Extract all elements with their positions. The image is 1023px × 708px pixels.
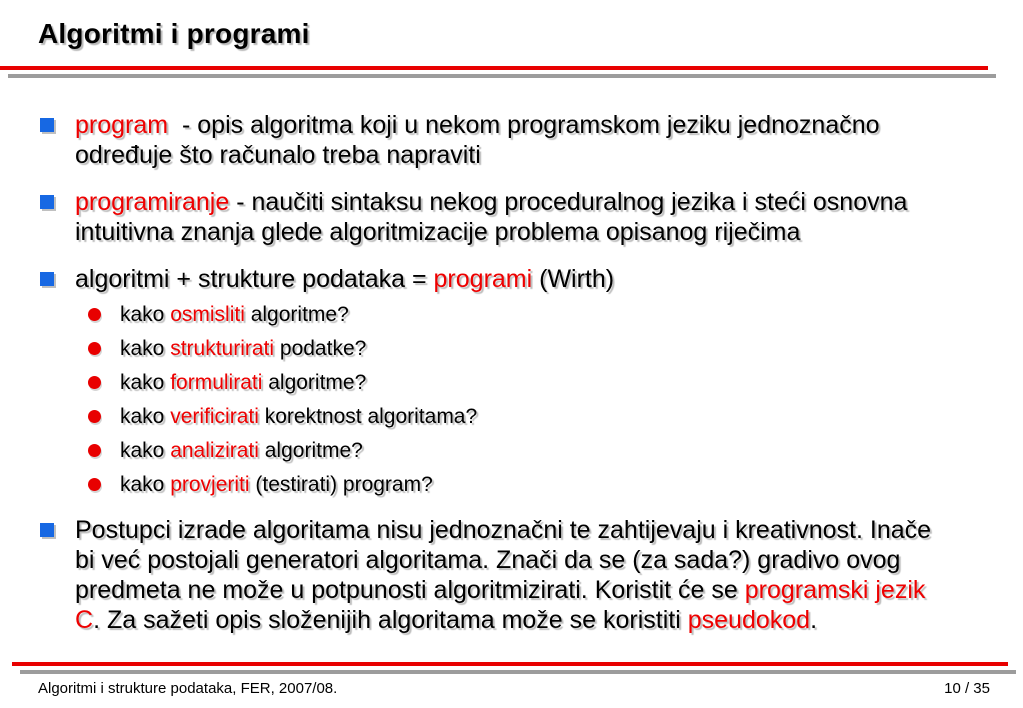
sub-bullet-item	[88, 336, 990, 362]
footer-text: Algoritmi i strukture podataka, FER, 2007/08.	[38, 680, 338, 697]
bullet-item	[40, 515, 990, 635]
square-bullet-icon	[40, 195, 54, 209]
bullet-text: kako provjeriti (testirati) program?	[120, 473, 433, 496]
circle-bullet-icon	[88, 376, 101, 389]
bullet-text: kako analizirati algoritme?	[120, 439, 363, 462]
circle-bullet-icon	[88, 308, 101, 321]
square-bullet-icon	[40, 272, 54, 286]
footer-rule-shadow	[20, 670, 1016, 674]
sub-bullet-item	[88, 438, 990, 464]
bullet-list	[40, 110, 990, 635]
title-rule-red	[0, 66, 988, 70]
bullet-text: algoritmi + strukture podataka = programi (Wirth)	[75, 265, 615, 293]
title-rule-shadow	[8, 74, 996, 78]
circle-bullet-icon	[88, 342, 101, 355]
page-number: 10 / 35	[944, 680, 990, 697]
sub-bullet-item	[88, 370, 990, 396]
sub-bullet-item	[88, 472, 990, 498]
bullet-text: Postupci izrade algoritama nisu jednoznačni te zahtijevaju i kreativnost. Inače bi već postojali generatori algoritama. Znači da se (za sada?) gradivo ovog predmeta ne može u potpunosti algoritmizirati. Koristit će se programski jezik C. Za sažeti opis složenijih algoritama može se koristiti pseudokod.	[75, 516, 932, 634]
bullet-item	[40, 264, 990, 294]
bullet-text: kako strukturirati podatke?	[120, 337, 367, 360]
sub-bullet-item	[88, 302, 990, 328]
bullet-item	[40, 110, 990, 170]
footer-rule-red	[12, 662, 1008, 666]
slide-title: Algoritmi i programi	[38, 18, 310, 49]
bullet-item	[40, 187, 990, 247]
bullet-text: kako verificirati korektnost algoritama?	[120, 405, 478, 428]
square-bullet-icon	[40, 118, 54, 132]
circle-bullet-icon	[88, 444, 101, 457]
bullet-text: program - opis algoritma koji u nekom programskom jeziku jednoznačno određuje što računalo treba napraviti	[75, 111, 880, 169]
square-bullet-icon	[40, 523, 54, 537]
bullet-text: kako osmisliti algoritme?	[120, 303, 349, 326]
bullet-text: programiranje - naučiti sintaksu nekog proceduralnog jezika i steći osnovna intuitivna znanja glede algoritmizacije problema opisanog riječima	[75, 188, 908, 246]
circle-bullet-icon	[88, 410, 101, 423]
bullet-text: kako formulirati algoritme?	[120, 371, 367, 394]
sub-bullet-item	[88, 404, 990, 430]
circle-bullet-icon	[88, 478, 101, 491]
